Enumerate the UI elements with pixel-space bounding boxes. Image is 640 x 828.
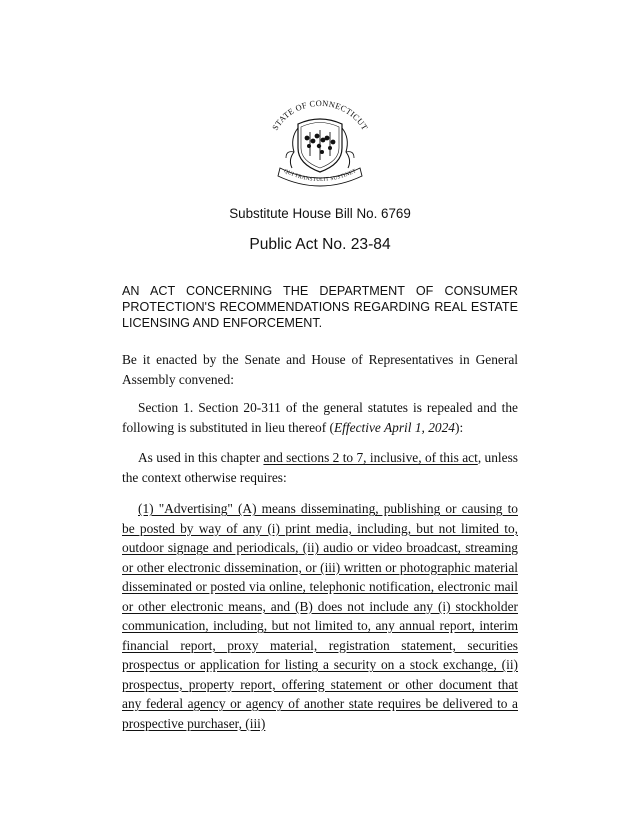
effective-date: Effective April 1, 2024: [334, 419, 455, 435]
section-1-heading: [122, 398, 518, 437]
as-used-post: , unless the context otherwise requires:: [122, 450, 519, 485]
public-act-number: Public Act No. 23-84: [249, 236, 391, 253]
definition-advertising: (1) "Advertising" (A) means disseminating, publishing or causing to be posted by way of any (i) print media, including, but not limited to, outdoor signage and periodicals, (ii) audio or video broadcast, streaming or other electronic dissemination, or (iii) written or photographic material disseminated or posted via online, telephonic notification, electronic mail or other electronic means, and (B) does not include any (i) stockholder communication, including, but not limited to, any annual report, interim financial report, proxy material, registration statement, securities prospectus or application for listing a security on a stock exchange, (ii) prospectus, property report, offering statement or other document that any federal agency or agency of another state requires be delivered to a prospective purchaser, (iii): [122, 501, 518, 731]
state-seal-icon: [262, 98, 378, 190]
seal-banner-text: QUI TRANSTULIT SUSTINET: [282, 168, 358, 184]
bill-number: Substitute House Bill No. 6769: [229, 206, 411, 221]
as-used-pre: As used in this chapter: [138, 450, 264, 465]
enacting-clause: Be it enacted by the Senate and House of Representatives in General Assembly convened:: [122, 352, 518, 387]
as-used-inserted-text: and sections 2 to 7, inclusive, of this act: [263, 450, 478, 465]
svg-text:STATE OF CONNECTICUT: [271, 99, 370, 132]
seal-arc-text: STATE OF CONNECTICUT: [270, 98, 370, 132]
act-title: AN ACT CONCERNING THE DEPARTMENT OF CONSUMER PROTECTION'S RECOMMENDATIONS REGARDING REAL ESTATE LICENSING AND ENFORCEMENT.: [122, 284, 518, 330]
definitions-intro: [122, 448, 518, 487]
section-1-text: Section 1. Section 20-311 of the general statutes is repealed and the following is substituted in lieu thereof (: [122, 400, 518, 435]
section-1-close: ):: [455, 419, 464, 435]
